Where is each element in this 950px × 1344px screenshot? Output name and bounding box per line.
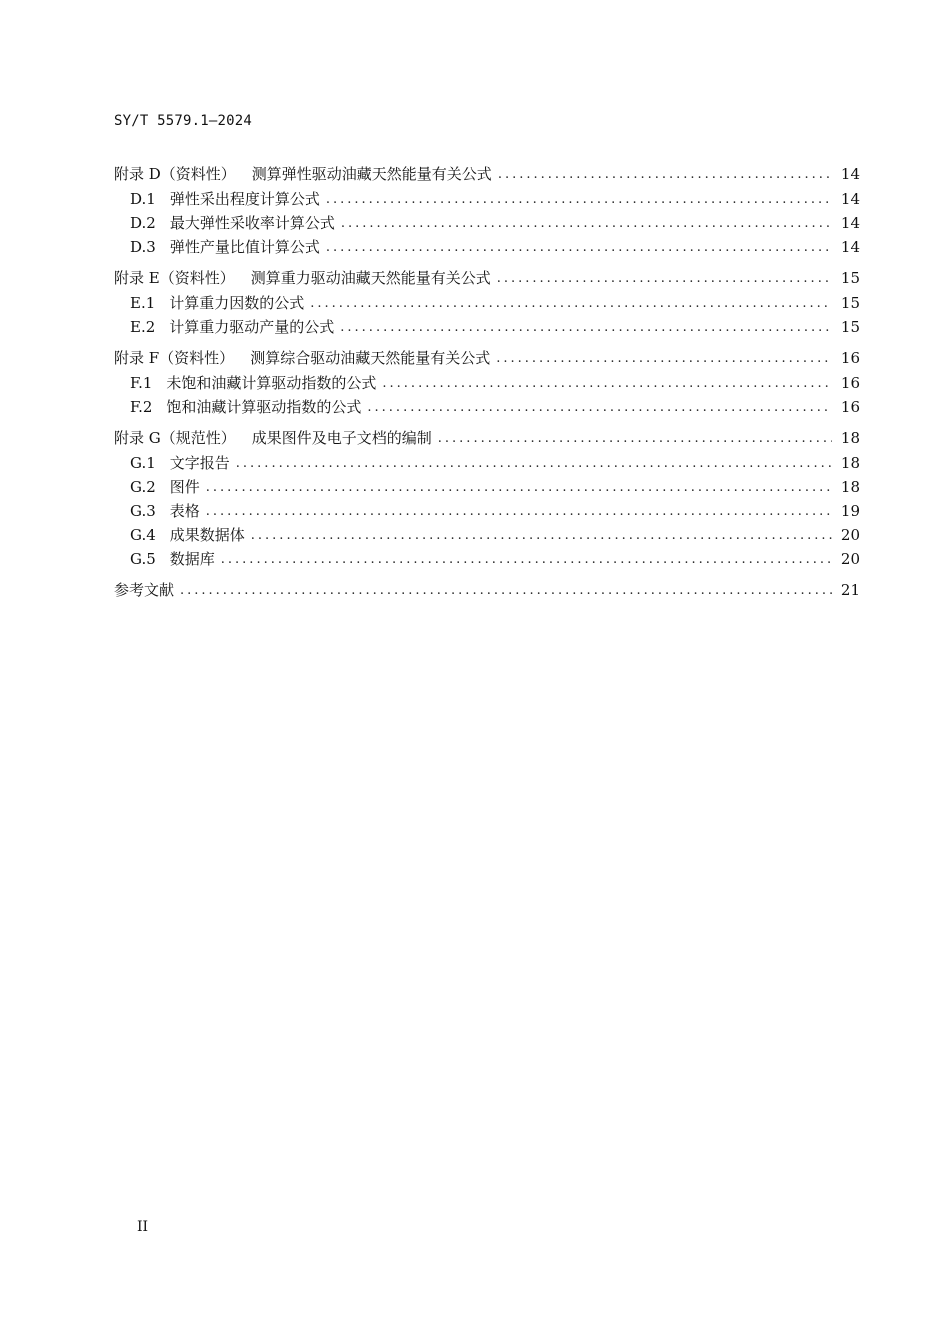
toc-entry-prefix: F.2 (130, 398, 153, 416)
toc-entry-prefix: E.1 (130, 294, 156, 312)
toc-entry-prefix: E.2 (130, 318, 156, 336)
toc-entry-page: 14 (840, 238, 860, 256)
dot-leader (367, 399, 832, 417)
toc-entry-title: 测算弹性驱动油藏天然能量有关公式 (251, 165, 492, 183)
dot-leader (221, 551, 832, 569)
toc-entry-page: 20 (840, 550, 860, 568)
toc-entry-title: 未饱和油藏计算驱动指数的公式 (166, 374, 377, 392)
dot-leader (206, 503, 832, 521)
toc-entry-page: 14 (840, 165, 860, 183)
toc-entry-d2[interactable] (130, 209, 860, 233)
toc-entry-title: 测算重力驱动油藏天然能量有关公式 (250, 269, 491, 287)
toc-entry-appendix-g[interactable] (114, 424, 860, 448)
page-number: II (137, 1219, 149, 1235)
toc-entry-g3[interactable] (130, 497, 860, 521)
toc-entry-g2[interactable] (130, 473, 860, 497)
toc-entry-f1[interactable] (130, 369, 860, 393)
toc-entry-prefix: 附录 E（资料性） (114, 269, 235, 287)
toc-entry-title: 饱和油藏计算驱动指数的公式 (166, 398, 362, 416)
toc-entry-prefix: D.2 (130, 214, 156, 232)
toc-entry-page: 14 (840, 190, 860, 208)
dot-leader (496, 350, 832, 368)
toc-entry-appendix-e[interactable] (114, 264, 860, 288)
toc-entry-page: 15 (840, 269, 860, 287)
toc-entry-title: 成果图件及电子文档的编制 (251, 429, 432, 447)
toc-entry-page: 20 (840, 526, 860, 544)
dot-leader (340, 319, 832, 337)
toc-entry-g1[interactable] (130, 449, 860, 473)
toc-entry-page: 19 (840, 502, 860, 520)
dot-leader (498, 166, 832, 184)
toc-entry-page: 15 (840, 318, 860, 336)
toc-entry-page: 18 (840, 429, 860, 447)
toc-entry-prefix: D.3 (130, 238, 156, 256)
toc-entry-prefix: D.1 (130, 190, 156, 208)
toc-entry-page: 15 (840, 294, 860, 312)
toc-entry-page: 16 (840, 398, 860, 416)
toc-entry-title: 最大弹性采收率计算公式 (169, 214, 335, 232)
toc-entry-title: 表格 (169, 502, 200, 520)
toc-entry-references[interactable] (114, 576, 860, 600)
toc-entry-appendix-d[interactable] (114, 160, 860, 184)
toc-entry-title: 参考文献 (114, 581, 175, 599)
toc-entry-page: 14 (840, 214, 860, 232)
toc-entry-title: 成果数据体 (169, 526, 245, 544)
toc-entry-e2[interactable] (130, 313, 860, 337)
dot-leader (497, 270, 832, 288)
dot-leader (438, 430, 832, 448)
toc-entry-appendix-f[interactable] (114, 344, 860, 368)
dot-leader (326, 239, 832, 257)
toc-entry-title: 图件 (169, 478, 200, 496)
toc-entry-d3[interactable] (130, 233, 860, 257)
dot-leader (310, 295, 832, 313)
dot-leader (382, 375, 832, 393)
toc-entry-page: 16 (840, 349, 860, 367)
document-id: SY/T 5579.1—2024 (114, 113, 253, 129)
toc-entry-title: 计算重力因数的公式 (169, 294, 305, 312)
toc-entry-title: 计算重力驱动产量的公式 (169, 318, 335, 336)
toc-entry-page: 16 (840, 374, 860, 392)
toc-entry-prefix: G.4 (130, 526, 156, 544)
dot-leader (206, 479, 832, 497)
dot-leader (180, 582, 832, 600)
dot-leader (341, 215, 832, 233)
toc-entry-prefix: G.2 (130, 478, 156, 496)
dot-leader (236, 455, 832, 473)
toc-entry-title: 弹性采出程度计算公式 (169, 190, 320, 208)
toc-entry-g4[interactable] (130, 521, 860, 545)
toc-entry-prefix: F.1 (130, 374, 153, 392)
dot-leader (251, 527, 832, 545)
toc-entry-prefix: 附录 F（资料性） (114, 349, 235, 367)
toc-entry-prefix: 附录 D（资料性） (114, 165, 236, 183)
toc-entry-page: 18 (840, 454, 860, 472)
toc-entry-page: 21 (840, 581, 860, 599)
toc-entry-page: 18 (840, 478, 860, 496)
toc-entry-title: 数据库 (169, 550, 215, 568)
toc-entry-title: 文字报告 (169, 454, 230, 472)
toc-entry-f2[interactable] (130, 393, 860, 417)
toc-entry-title: 测算综合驱动油藏天然能量有关公式 (250, 349, 491, 367)
toc-entry-prefix: 附录 G（规范性） (114, 429, 236, 447)
toc-entry-e1[interactable] (130, 289, 860, 313)
toc-entry-g5[interactable] (130, 545, 860, 569)
toc-entry-prefix: G.5 (130, 550, 156, 568)
toc-entry-prefix: G.3 (130, 502, 156, 520)
dot-leader (326, 191, 832, 209)
toc-entry-title: 弹性产量比值计算公式 (169, 238, 320, 256)
toc-entry-prefix: G.1 (130, 454, 156, 472)
toc-entry-d1[interactable] (130, 185, 860, 209)
